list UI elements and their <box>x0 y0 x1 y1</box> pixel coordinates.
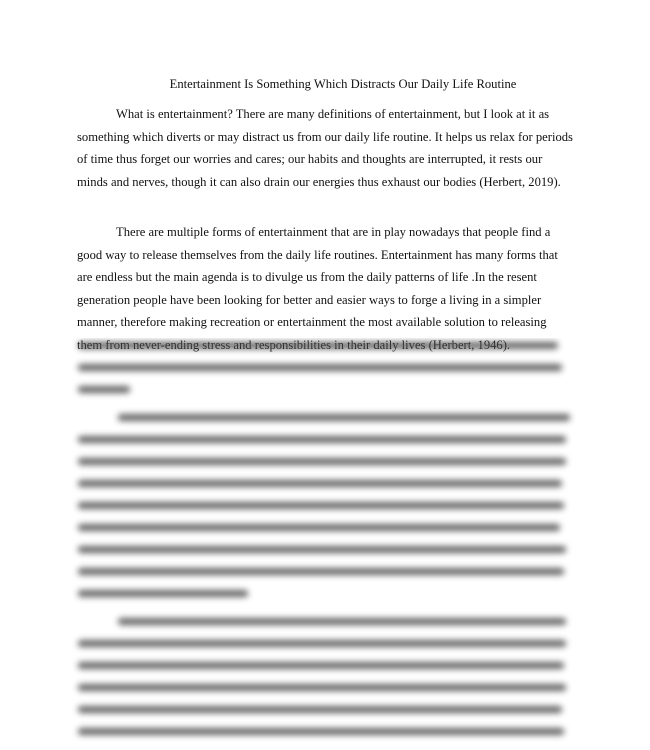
blurred-line <box>78 436 566 443</box>
paragraph-2: There are multiple forms of entertainment that are in play nowadays that people find a good way to release themselves from the daily life routines. Entertainment has many forms that are endless but the main agenda is to divulge us from the daily patterns of life .In the resent generation people have been looking for better and easier ways to forge a living in a simpler manner, therefore making recreation or entertainment the most available solution to releasing <box>77 225 558 330</box>
document-title: Entertainment Is Something Which Distracts Our Daily Life Routine <box>169 77 517 91</box>
blurred-line <box>78 662 564 669</box>
blurred-line <box>118 414 570 421</box>
blurred-text-lines <box>0 338 650 750</box>
blurred-line <box>78 728 564 735</box>
blurred-line <box>78 458 566 465</box>
blurred-line <box>78 684 566 691</box>
blurred-line <box>78 524 560 531</box>
blurred-line <box>118 618 566 625</box>
blurred-line <box>78 364 562 371</box>
blurred-line <box>78 480 562 487</box>
blurred-line <box>78 342 558 349</box>
paragraph-1: What is entertainment? There are many definitions of entertainment, but I look at it as something which diverts or may distract us from our daily life routine. It helps us relax for periods of time thus forget our worries and cares; our habits and thoughts are interrupted, it rests our minds and nerves, though it can also drain our energies thus exhaust our bodies (Herbert, 2019). <box>77 107 573 189</box>
blurred-line <box>78 568 564 575</box>
blurred-line <box>78 590 248 597</box>
blurred-line <box>78 386 130 393</box>
blurred-line <box>78 502 564 509</box>
blurred-preview-region <box>0 338 650 750</box>
blurred-line <box>78 706 562 713</box>
blurred-line <box>78 546 566 553</box>
blurred-line <box>78 640 566 647</box>
